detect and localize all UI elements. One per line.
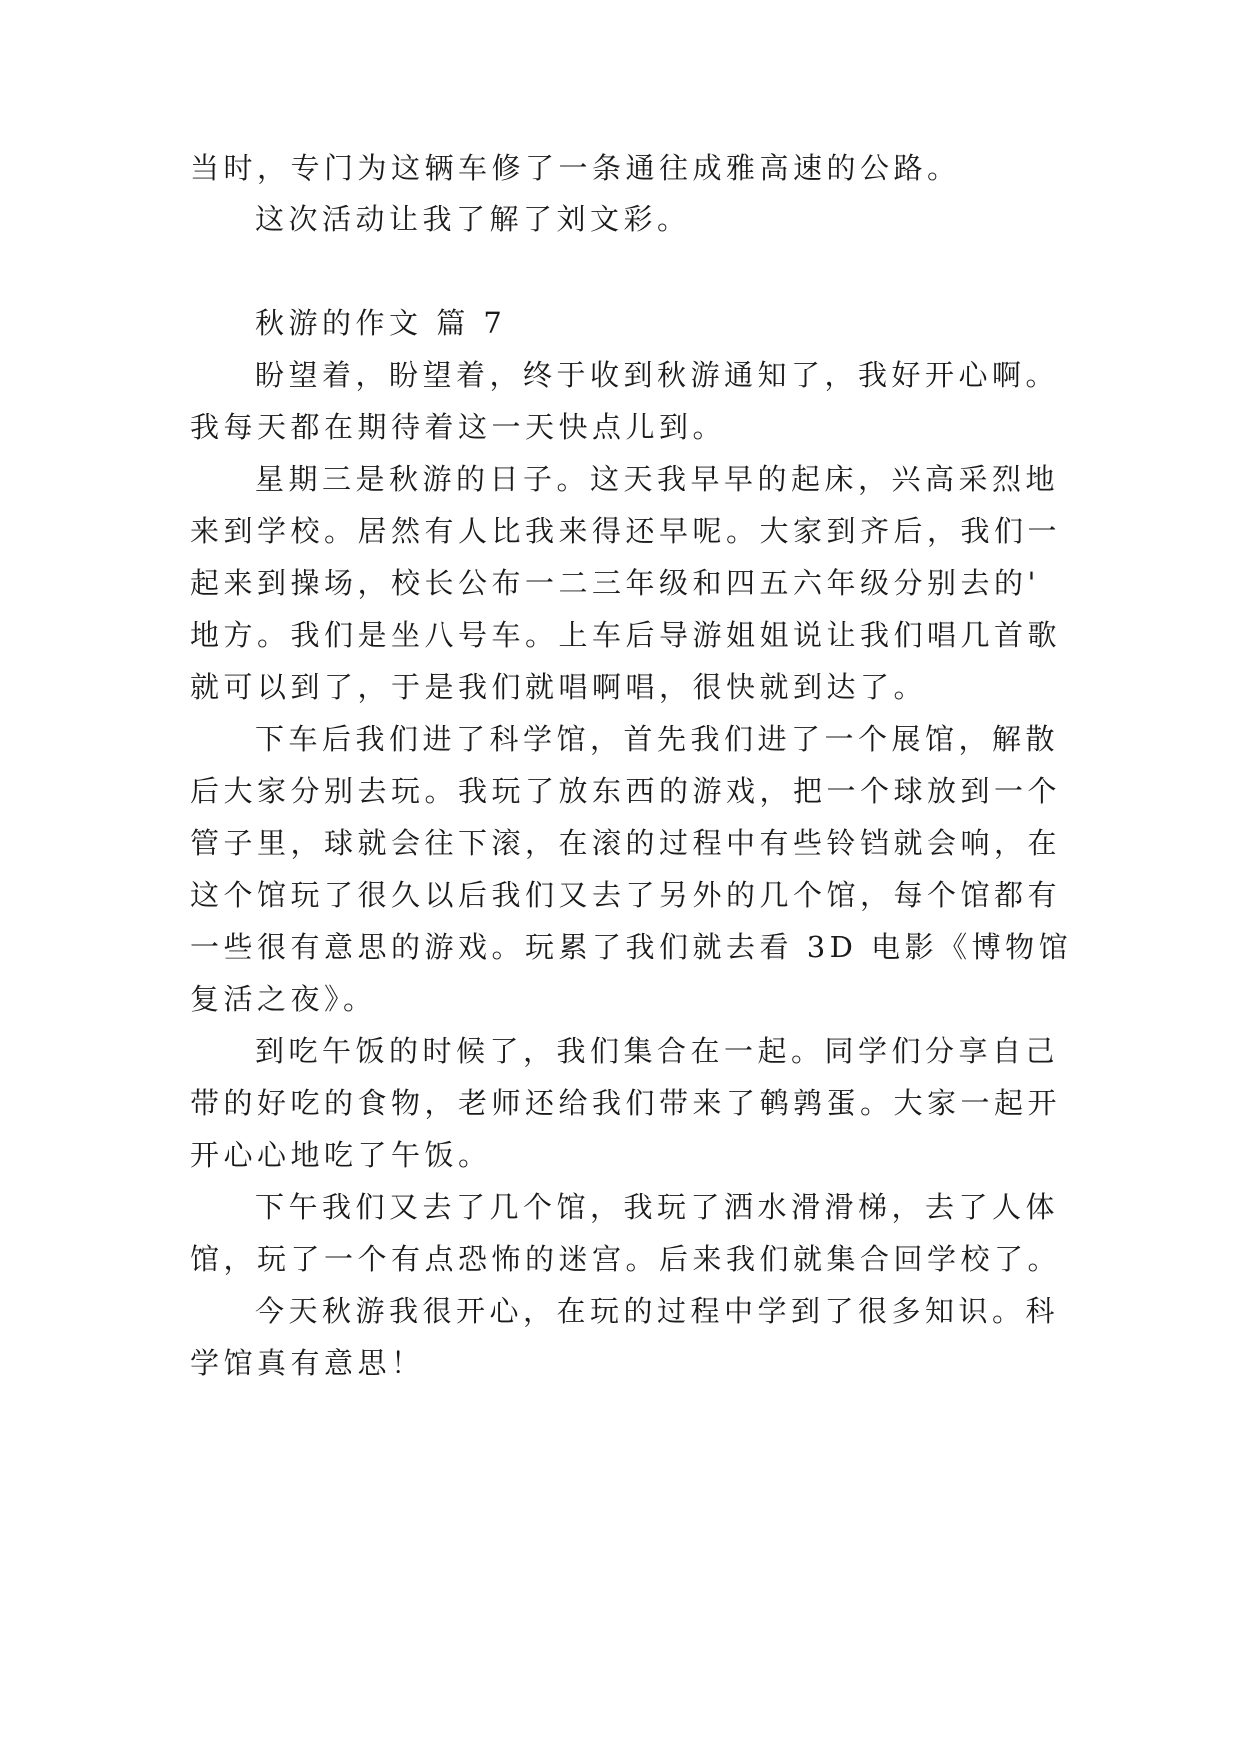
text-line: 起来到操场，校长公布一二三年级和四五六年级分别去的' xyxy=(190,566,1040,600)
text-line: 到吃午饭的时候了，我们集合在一起。同学们分享自己 xyxy=(255,1034,1060,1068)
text-line: 馆，玩了一个有点恐怖的迷宫。后来我们就集合回学校了。 xyxy=(190,1242,1062,1276)
text-line: 当时，专门为这辆车修了一条通往成雅高速的公路。 xyxy=(190,151,961,185)
text-line: 我每天都在期待着这一天快点儿到。 xyxy=(190,410,727,444)
text-line: 盼望着，盼望着，终于收到秋游通知了，我好开心啊。 xyxy=(255,358,1060,392)
text-line: 管子里，球就会往下滚，在滚的过程中有些铃铛就会响，在 xyxy=(190,826,1062,860)
text-line: 开心心地吃了午饭。 xyxy=(190,1138,492,1172)
text-line: 学馆真有意思！ xyxy=(190,1346,425,1380)
text-line: 地方。我们是坐八号车。上车后导游姐姐说让我们唱几首歌 xyxy=(190,618,1062,652)
text-line: 这个馆玩了很久以后我们又去了另外的几个馆，每个馆都有 xyxy=(190,878,1062,912)
text-line: 后大家分别去玩。我玩了放东西的游戏，把一个球放到一个 xyxy=(190,774,1062,808)
text-line: 带的好吃的食物，老师还给我们带来了鹌鹑蛋。大家一起开 xyxy=(190,1086,1062,1120)
text-line: 下午我们又去了几个馆，我玩了洒水滑滑梯，去了人体 xyxy=(255,1190,1060,1224)
section-heading: 秋游的作文 篇 7 xyxy=(255,306,507,340)
text-line: 星期三是秋游的日子。这天我早早的起床，兴高采烈地 xyxy=(255,462,1060,496)
text-line: 今天秋游我很开心，在玩的过程中学到了很多知识。科 xyxy=(255,1294,1060,1328)
text-line: 下车后我们进了科学馆，首先我们进了一个展馆，解散 xyxy=(255,722,1060,756)
text-line: 一些很有意思的游戏。玩累了我们就去看 3D 电影《博物馆 xyxy=(190,930,1073,964)
text-line: 复活之夜》。 xyxy=(190,982,377,1016)
text-line: 来到学校。居然有人比我来得还早呢。大家到齐后，我们一 xyxy=(190,514,1062,548)
text-line: 就可以到了，于是我们就唱啊唱，很快就到达了。 xyxy=(190,670,928,704)
text-line: 这次活动让我了解了刘文彩。 xyxy=(255,202,691,236)
